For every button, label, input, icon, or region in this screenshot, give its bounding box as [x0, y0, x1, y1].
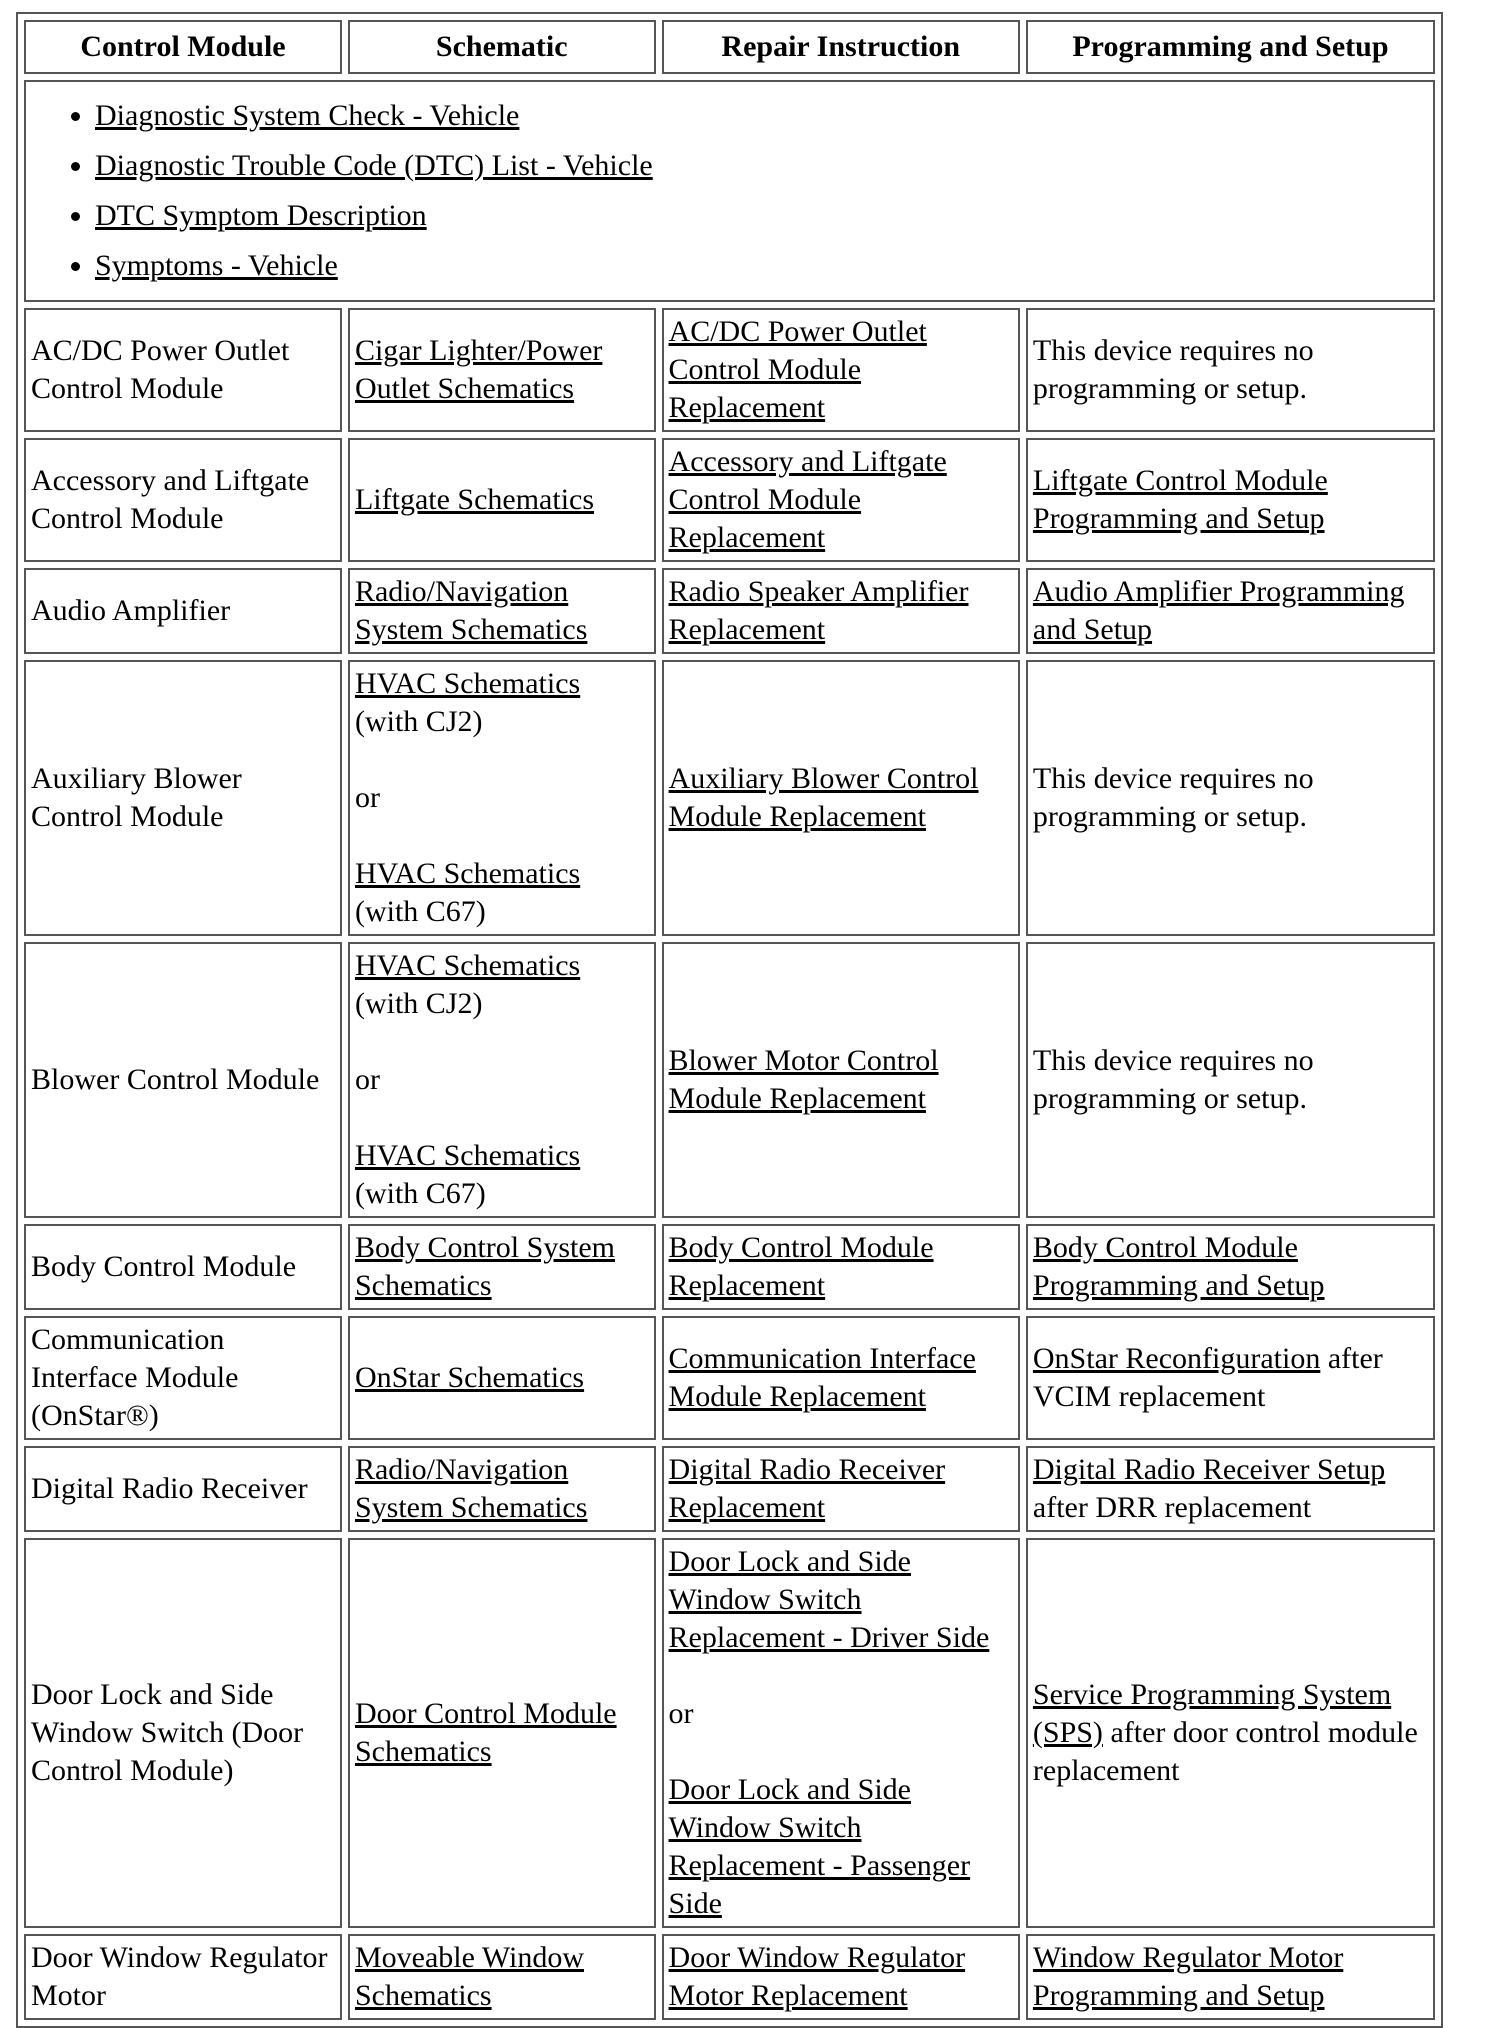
table-row	[24, 1224, 1435, 1310]
schematic-note: (with CJ2)	[354, 705, 483, 738]
header-row	[24, 20, 1435, 74]
schematic-cell	[348, 660, 656, 936]
repair-link[interactable]: Accessory and Liftgate Control Module Replacement	[668, 445, 947, 554]
schematic-link[interactable]: HVAC Schematics	[354, 857, 581, 890]
repair-cell	[662, 1934, 1020, 2020]
diagnostic-row	[24, 80, 1435, 302]
schematic-link[interactable]: OnStar Schematics	[354, 1361, 585, 1394]
schematic-cell	[348, 438, 656, 562]
schematic-link[interactable]: Door Control Module Schematics	[354, 1697, 617, 1768]
schematic-cell	[348, 568, 656, 654]
schematic-link[interactable]: Liftgate Schematics	[354, 483, 595, 516]
schematic-link[interactable]: Radio/Navigation System Schematics	[354, 575, 588, 646]
schematic-link[interactable]: HVAC Schematics	[354, 667, 581, 700]
schematic-note: (with C67)	[354, 895, 486, 928]
module-name: Digital Radio Receiver	[24, 1446, 342, 1532]
schematic-cell	[348, 1316, 656, 1440]
programming-link[interactable]: Body Control Module Programming and Setup	[1032, 1231, 1325, 1302]
programming-text: after VCIM replacement	[1032, 1342, 1383, 1413]
module-name: Communication Interface Module (OnStar®)	[24, 1316, 342, 1440]
diagnostic-cell	[24, 80, 1435, 302]
dtc-list-link[interactable]: Diagnostic Trouble Code (DTC) List - Vehicle	[95, 149, 653, 182]
programming-cell	[1026, 568, 1435, 654]
repair-link[interactable]: Blower Motor Control Module Replacement	[668, 1044, 939, 1115]
schematic-cell	[348, 942, 656, 1218]
table-row	[24, 1316, 1435, 1440]
repair-cell	[662, 1538, 1020, 1928]
repair-cell	[662, 1224, 1020, 1310]
module-name: Door Window Regulator Motor	[24, 1934, 342, 2020]
dtc-symptom-description-link[interactable]: DTC Symptom Description	[95, 199, 427, 232]
programming-text: after door control module replacement	[1032, 1716, 1418, 1787]
list-item	[95, 191, 1428, 241]
or-text: or	[354, 781, 380, 814]
schematic-cell	[348, 1934, 656, 2020]
programming-link[interactable]: Audio Amplifier Programming and Setup	[1032, 575, 1405, 646]
programming-cell: This device requires no programming or setup.	[1026, 942, 1435, 1218]
repair-link[interactable]: Radio Speaker Amplifier Replacement	[668, 575, 969, 646]
table-row	[24, 568, 1435, 654]
repair-cell	[662, 438, 1020, 562]
document-page	[16, 12, 1443, 2012]
programming-link[interactable]: Liftgate Control Module Programming and Setup	[1032, 464, 1328, 535]
schematic-cell	[348, 1538, 656, 1928]
programming-cell	[1026, 1316, 1435, 1440]
repair-cell	[662, 568, 1020, 654]
repair-link[interactable]: Door Window Regulator Motor Replacement	[668, 1941, 966, 2012]
schematic-cell	[348, 1446, 656, 1532]
programming-cell: This device requires no programming or setup.	[1026, 660, 1435, 936]
repair-cell	[662, 660, 1020, 936]
programming-link[interactable]: Digital Radio Receiver Setup	[1032, 1453, 1386, 1486]
schematic-link[interactable]: Moveable Window Schematics	[354, 1941, 584, 2012]
module-name: Body Control Module	[24, 1224, 342, 1310]
list-item	[95, 91, 1428, 141]
table-row	[24, 1538, 1435, 1928]
table-row	[24, 308, 1435, 432]
diagnostic-link-list	[31, 91, 1428, 291]
repair-link[interactable]: AC/DC Power Outlet Control Module Replacement	[668, 315, 927, 424]
programming-cell	[1026, 1934, 1435, 2020]
module-name: Door Lock and Side Window Switch (Door Control Module)	[24, 1538, 342, 1928]
repair-cell	[662, 1316, 1020, 1440]
table-row	[24, 438, 1435, 562]
module-name: Accessory and Liftgate Control Module	[24, 438, 342, 562]
schematic-cell	[348, 308, 656, 432]
repair-link[interactable]: Door Lock and Side Window Switch Replacement - Passenger Side	[668, 1773, 971, 1920]
programming-cell: This device requires no programming or setup.	[1026, 308, 1435, 432]
module-name: Auxiliary Blower Control Module	[24, 660, 342, 936]
repair-link[interactable]: Auxiliary Blower Control Module Replacement	[668, 762, 979, 833]
table-row	[24, 1446, 1435, 1532]
module-name: AC/DC Power Outlet Control Module	[24, 308, 342, 432]
schematic-link[interactable]: HVAC Schematics	[354, 949, 581, 982]
programming-cell	[1026, 1538, 1435, 1928]
schematic-note: (with CJ2)	[354, 987, 483, 1020]
table-row	[24, 942, 1435, 1218]
repair-cell	[662, 308, 1020, 432]
list-item	[95, 141, 1428, 191]
schematic-link[interactable]: Cigar Lighter/Power Outlet Schematics	[354, 334, 603, 405]
or-text: or	[668, 1697, 694, 1730]
header-schematic: Schematic	[348, 20, 656, 74]
schematic-cell	[348, 1224, 656, 1310]
table-row	[24, 1934, 1435, 2020]
programming-text: after DRR replacement	[1032, 1491, 1312, 1524]
schematic-link[interactable]: HVAC Schematics	[354, 1139, 581, 1172]
header-programming-setup: Programming and Setup	[1026, 20, 1435, 74]
table-row	[24, 660, 1435, 936]
programming-cell	[1026, 438, 1435, 562]
repair-cell	[662, 1446, 1020, 1532]
repair-cell	[662, 942, 1020, 1218]
module-name: Blower Control Module	[24, 942, 342, 1218]
programming-cell	[1026, 1446, 1435, 1532]
programming-cell	[1026, 1224, 1435, 1310]
repair-link[interactable]: Body Control Module Replacement	[668, 1231, 934, 1302]
schematic-link[interactable]: Radio/Navigation System Schematics	[354, 1453, 588, 1524]
header-repair-instruction: Repair Instruction	[662, 20, 1020, 74]
programming-link[interactable]: Service Programming System (SPS)	[1032, 1678, 1392, 1749]
header-control-module: Control Module	[24, 20, 342, 74]
programming-link[interactable]: Window Regulator Motor Programming and Setup	[1032, 1941, 1344, 2012]
repair-link[interactable]: Communication Interface Module Replacement	[668, 1342, 976, 1413]
or-text: or	[354, 1063, 380, 1096]
symptoms-vehicle-link[interactable]: Symptoms - Vehicle	[95, 249, 338, 282]
control-module-table	[16, 12, 1443, 2028]
programming-link[interactable]: OnStar Reconfiguration	[1032, 1342, 1321, 1375]
module-name: Audio Amplifier	[24, 568, 342, 654]
repair-link[interactable]: Digital Radio Receiver Replacement	[668, 1453, 946, 1524]
repair-link[interactable]: Door Lock and Side Window Switch Replacement - Driver Side	[668, 1545, 990, 1654]
schematic-link[interactable]: Body Control System Schematics	[354, 1231, 615, 1302]
schematic-note: (with C67)	[354, 1177, 486, 1210]
diagnostic-system-check-link[interactable]: Diagnostic System Check - Vehicle	[95, 99, 520, 132]
list-item	[95, 241, 1428, 291]
